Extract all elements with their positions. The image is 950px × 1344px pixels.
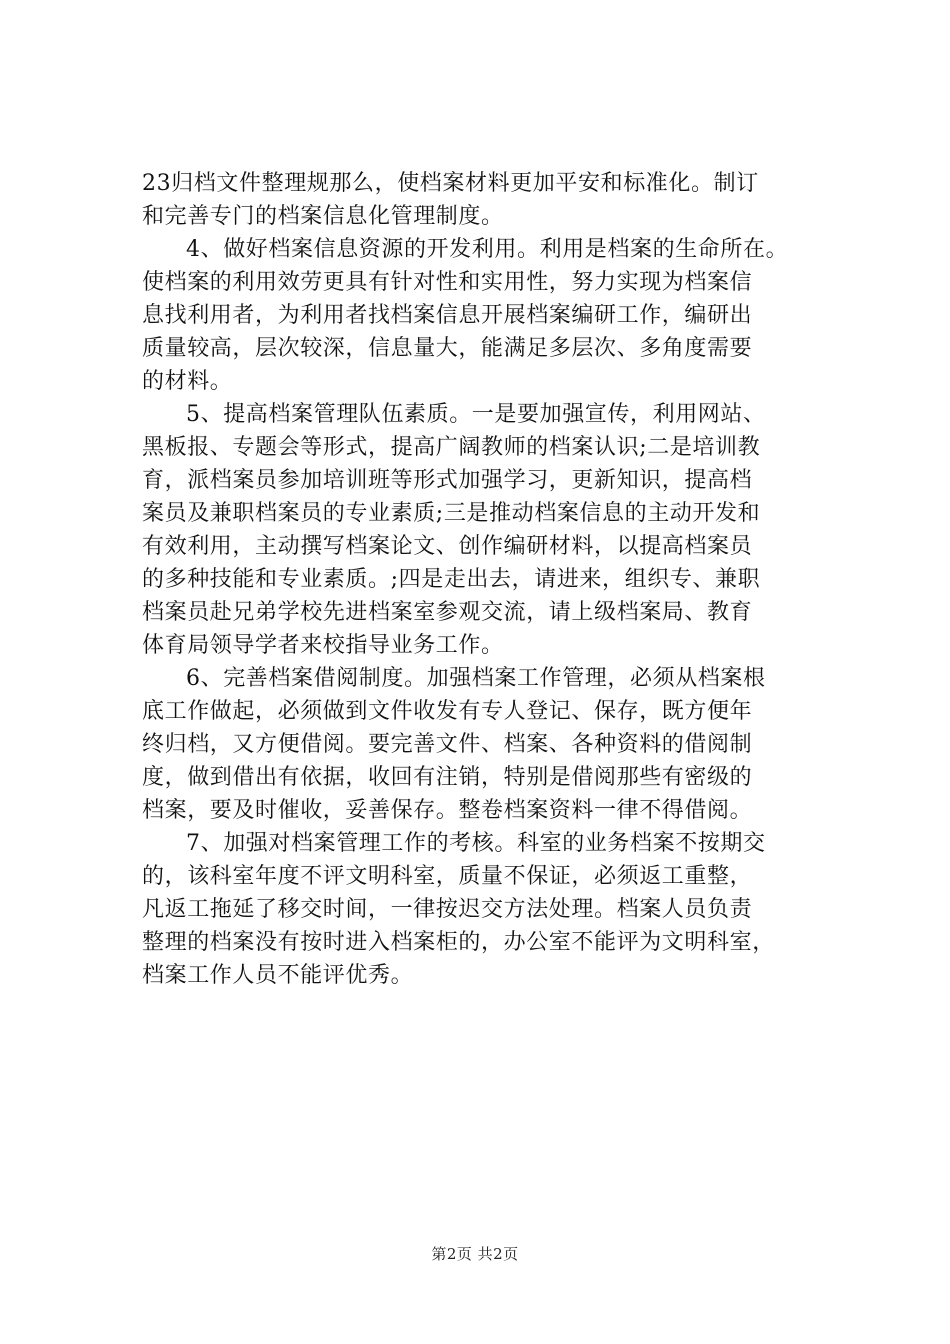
paragraph-4-start: 4、做好档案信息资源的开发利用。利用是档案的生命所在。 xyxy=(186,237,789,262)
text-line: 整理的档案没有按时进入档案柜的，办公室不能评为文明科室， xyxy=(142,930,775,955)
text-line: 的，该科室年度不评文明科室，质量不保证，必须返工重整， xyxy=(142,864,753,889)
text-line: 质量较高，层次较深，信息量大，能满足多层次、多角度需要 xyxy=(142,336,753,361)
document-body xyxy=(142,167,832,992)
text-line: 档案员赴兄弟学校先进档案室参观交流，请上级档案局、教育 xyxy=(142,600,753,625)
text-line: 档案，要及时催收，妥善保存。整卷档案资料一律不得借阅。 xyxy=(142,798,753,823)
text-line: 黑板报、专题会等形式，提高广阔教师的档案认识;二是培训教 xyxy=(142,435,761,460)
text-line: 23归档文件整理规那么，使档案材料更加平安和标准化。制订 xyxy=(142,171,759,196)
text-line: 的多种技能和专业素质。;四是走出去，请进来，组织专、兼职 xyxy=(142,567,761,592)
paragraph-7-start: 7、加强对档案管理工作的考核。科室的业务档案不按期交 xyxy=(186,831,766,856)
page-number-footer: 第2页 共2页 xyxy=(431,1245,519,1263)
text-line: 度，做到借出有依据，收回有注销，特别是借阅那些有密级的 xyxy=(142,765,753,790)
text-line: 案员及兼职档案员的专业素质;三是推动档案信息的主动开发和 xyxy=(142,501,761,526)
paragraph-5-start: 5、提高档案管理队伍素质。一是要加强宣传，利用网站、 xyxy=(186,402,766,427)
text-line: 育，派档案员参加培训班等形式加强学习，更新知识，提高档 xyxy=(142,468,753,493)
text-line: 和完善专门的档案信息化管理制度。 xyxy=(142,204,504,229)
text-line: 有效利用，主动撰写档案论文、创作编研材料，以提高档案员 xyxy=(142,534,753,559)
text-line: 使档案的利用效劳更具有针对性和实用性，努力实现为档案信 xyxy=(142,270,753,295)
text-line: 的材料。 xyxy=(142,369,233,394)
text-line: 息找利用者，为利用者找档案信息开展档案编研工作，编研出 xyxy=(142,303,753,328)
text-line: 底工作做起，必须做到文件收发有专人登记、保存，既方便年 xyxy=(142,699,753,724)
text-line: 档案工作人员不能评优秀。 xyxy=(142,963,414,988)
paragraph-6-start: 6、完善档案借阅制度。加强档案工作管理，必须从档案根 xyxy=(186,666,766,691)
text-line: 终归档，又方便借阅。要完善文件、档案、各种资料的借阅制 xyxy=(142,732,753,757)
text-line: 体育局领导学者来校指导业务工作。 xyxy=(142,633,504,658)
text-line: 凡返工拖延了移交时间，一律按迟交方法处理。档案人员负责 xyxy=(142,897,753,922)
